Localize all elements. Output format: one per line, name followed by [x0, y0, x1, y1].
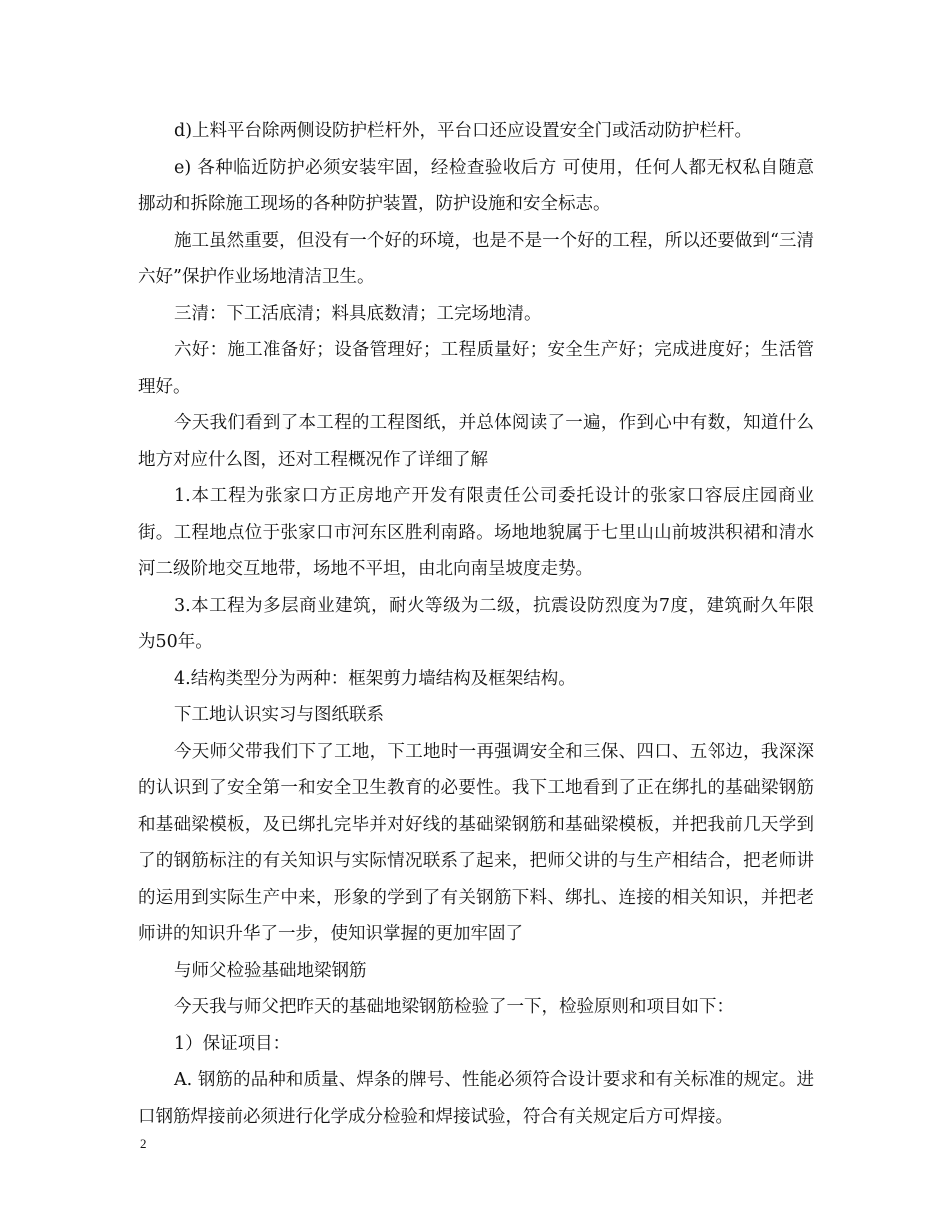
paragraph-13: 今天我与师父把昨天的基础地梁钢筋检验了一下，检验原则和项目如下： — [174, 997, 734, 1017]
paragraph-12: 与师父检验基础地梁钢筋 — [174, 960, 367, 981]
paragraph-10: 下工地认识实习与图纸联系 — [174, 705, 384, 725]
document-body — [138, 113, 814, 1135]
paragraph-15: A. 钢筋的品种和质量、焊条的牌号、性能必须符合设计要求和有关标准的规定。进口钢筋焊接前必须进行化学成分检验和焊接试验，符合有关规定后方可焊接。 — [138, 1070, 814, 1127]
paragraph-11: 今天师父带我们下了工地，下工地时一再强调安全和三保、四口、五邻边，我深深的认识到了安全第一和安全卫生教育的必要性。我下工地看到了正在绑扎的基础梁钢筋和基础梁模板，及已绑扎完毕并对好线的基础梁钢筋和基础梁模板，并把我前几天学到了的钢筋标注的有关知识与实际情况联系了起来，把师父讲的与生产相结合，把老师讲的运用到实际生产中来，形象的学到了有关钢筋下料、绑扎、连接的相关知识，并把老师讲的知识升华了一步，使知识掌握的更加牢固了 — [138, 741, 814, 944]
paragraph-5: 六好：施工准备好；设备管理好；工程质量好；安全生产好；完成进度好；生活管理好。 — [138, 340, 814, 397]
paragraph-2: e) 各种临近防护必须安装牢固，经检查验收后方 可使用，任何人都无权私自随意挪动和拆除施工现场的各种防护装置，防护设施和安全标志。 — [138, 157, 814, 214]
page-number: 2 — [140, 1136, 147, 1151]
paragraph-1: d)上料平台除两侧设防护栏杆外，平台口还应设置安全门或活动防护栏杆。 — [174, 121, 753, 141]
paragraph-8: 3.本工程为多层商业建筑，耐火等级为二级，抗震设防烈度为7度，建筑耐久年限为50年。 — [138, 595, 814, 652]
paragraph-6: 今天我们看到了本工程的工程图纸，并总体阅读了一遍，作到心中有数，知道什么地方对应什么图，还对工程概况作了详细了解 — [138, 413, 814, 470]
paragraph-3: 施工虽然重要，但没有一个好的环境，也是不是一个好的工程，所以还要做到“三清六好”保护作业场地清洁卫生。 — [138, 230, 814, 287]
paragraph-14: 1）保证项目： — [174, 1033, 291, 1054]
paragraph-7: 1.本工程为张家口方正房地产开发有限责任公司委托设计的张家口容辰庄园商业街。工程地点位于张家口市河东区胜利南路。场地地貌属于七里山山前坡洪积裙和清水河二级阶地交互地带，场地不平坦，由北向南呈坡度走势。 — [138, 486, 814, 579]
paragraph-9: 4.结构类型分为两种：框架剪力墙结构及框架结构。 — [174, 668, 576, 689]
paragraph-4: 三清：下工活底清；料具底数清；工完场地清。 — [174, 303, 542, 324]
